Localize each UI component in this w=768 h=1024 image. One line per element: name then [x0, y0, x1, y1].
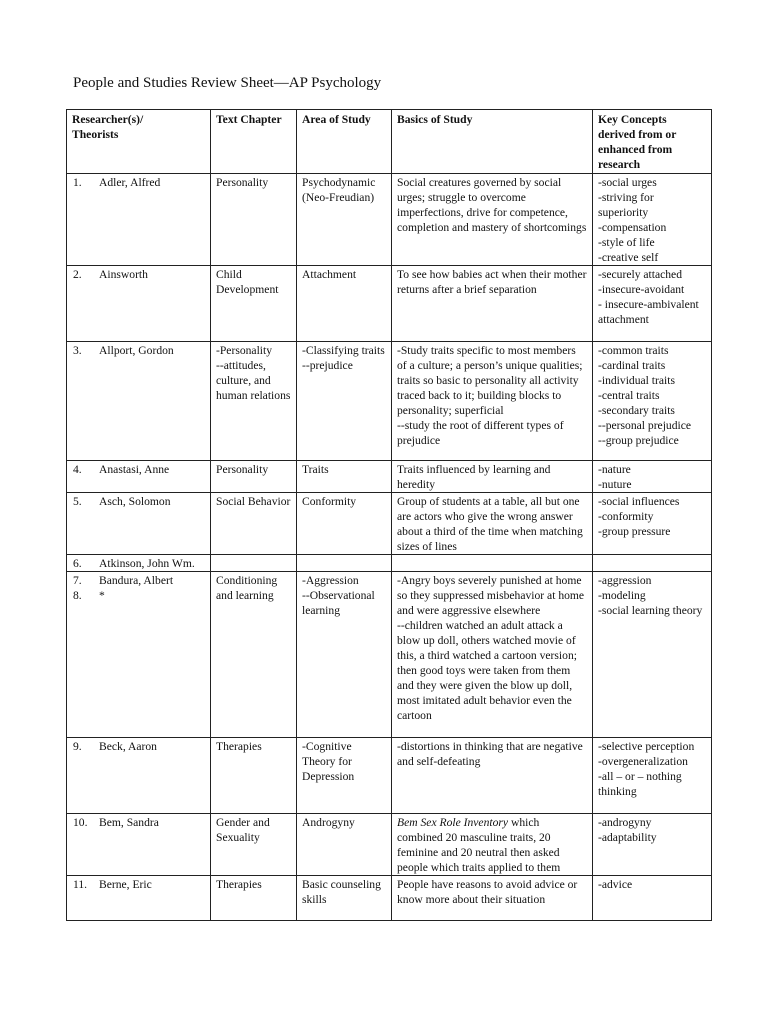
researcher-entry: [73, 343, 205, 358]
cell-text-chapter: -Personality --attitudes, culture, and human relations: [211, 342, 297, 461]
table-header-row: [67, 110, 712, 174]
table-row: [67, 461, 712, 493]
row-number: 9.: [73, 740, 82, 753]
table-row: [67, 555, 712, 572]
table-row: [67, 174, 712, 266]
cell-area-of-study: Androgyny: [297, 814, 392, 876]
table-row: [67, 876, 712, 921]
cell-area-of-study: Basic counseling skills: [297, 876, 392, 921]
cell-key-concepts: -aggression -modeling -social learning theory: [593, 572, 712, 738]
table-row: [67, 266, 712, 342]
cell-text-chapter: Conditioning and learning: [211, 572, 297, 738]
cell-researcher: [67, 342, 211, 461]
row-number: 3.: [73, 344, 82, 357]
cell-researcher: [67, 266, 211, 342]
cell-key-concepts: [593, 555, 712, 572]
row-number: 10.: [73, 816, 88, 829]
cell-area-of-study: -Cognitive Theory for Depression: [297, 738, 392, 814]
researcher-name: Bem, Sandra: [99, 816, 159, 829]
cell-area-of-study: -Aggression --Observational learning: [297, 572, 392, 738]
cell-key-concepts: -selective perception -overgeneralization -all – or – nothing thinking: [593, 738, 712, 814]
researcher-name: Bandura, Albert: [99, 574, 174, 587]
researcher-entry: [73, 573, 205, 588]
cell-area-of-study: Psychodynamic (Neo-Freudian): [297, 174, 392, 266]
cell-key-concepts: -androgyny -adaptability: [593, 814, 712, 876]
row-number: 7.: [73, 574, 82, 587]
table-row: [67, 342, 712, 461]
row-number: 11.: [73, 878, 88, 891]
cell-basics-of-study: Social creatures governed by social urges; struggle to overcome imperfections, drive for competence, completion and mastery of shortcomings: [392, 174, 593, 266]
researcher-name: Beck, Aaron: [99, 740, 157, 753]
cell-researcher: [67, 174, 211, 266]
cell-area-of-study: Traits: [297, 461, 392, 493]
cell-area-of-study: -Classifying traits --prejudice: [297, 342, 392, 461]
researcher-entry: [73, 462, 205, 477]
researcher-entry: [73, 175, 205, 190]
inventory-title: Bem Sex Role Inventory: [397, 816, 509, 829]
cell-text-chapter: Personality: [211, 461, 297, 493]
cell-basics-of-study: -Angry boys severely punished at home so they suppressed misbehavior at home and were aggressive elsewhere --children watched an adult attack a blow up doll, others watched movie of this, a third watched a cartoon version; then good toys were taken from them and they were given the blow up doll, most imitated adult behavior even the cartoon: [392, 572, 593, 738]
cell-text-chapter: Therapies: [211, 738, 297, 814]
cell-basics-of-study: [392, 814, 593, 876]
cell-text-chapter: Personality: [211, 174, 297, 266]
cell-basics-of-study: [392, 555, 593, 572]
researcher-name: Adler, Alfred: [99, 176, 161, 189]
researcher-entry: [73, 556, 205, 571]
row-number: 5.: [73, 495, 82, 508]
cell-key-concepts: -common traits -cardinal traits -individual traits -central traits -secondary traits --personal prejudice --group prejudice: [593, 342, 712, 461]
header-basics-of-study: Basics of Study: [392, 110, 593, 174]
row-number: 1.: [73, 176, 82, 189]
cell-text-chapter: Social Behavior: [211, 493, 297, 555]
cell-basics-of-study: Group of students at a table, all but one are actors who give the wrong answer about a third of the time when matching sizes of lines: [392, 493, 593, 555]
cell-basics-of-study: -distortions in thinking that are negative and self-defeating: [392, 738, 593, 814]
cell-key-concepts: -nature -nuture: [593, 461, 712, 493]
header-text-chapter: Text Chapter: [211, 110, 297, 174]
cell-area-of-study: Conformity: [297, 493, 392, 555]
researcher-name: Asch, Solomon: [99, 495, 171, 508]
researcher-name: *: [99, 589, 105, 602]
row-number: 6.: [73, 557, 82, 570]
cell-area-of-study: Attachment: [297, 266, 392, 342]
cell-researcher: [67, 738, 211, 814]
researcher-name: Atkinson, John Wm.: [99, 557, 195, 570]
cell-text-chapter: Gender and Sexuality: [211, 814, 297, 876]
row-number: 8.: [73, 589, 82, 602]
cell-key-concepts: -social influences -conformity -group pressure: [593, 493, 712, 555]
researcher-entry: [73, 588, 205, 603]
cell-basics-of-study: -Study traits specific to most members of a culture; a person’s unique qualities; traits so basic to personality all activity traced back to it; building blocks to personality; superficial --study the root of different types of prejudice: [392, 342, 593, 461]
table-row: [67, 493, 712, 555]
cell-area-of-study: [297, 555, 392, 572]
row-number: 2.: [73, 268, 82, 281]
cell-basics-of-study: People have reasons to avoid advice or know more about their situation: [392, 876, 593, 921]
review-table: [66, 109, 712, 921]
researcher-name: Berne, Eric: [99, 878, 152, 891]
researcher-entry: [73, 815, 205, 830]
document-title: People and Studies Review Sheet—AP Psychology: [73, 75, 382, 91]
cell-text-chapter: Child Development: [211, 266, 297, 342]
researcher-entry: [73, 267, 205, 282]
header-researchers: Researcher(s)/ Theorists: [67, 110, 211, 174]
cell-researcher: [67, 876, 211, 921]
cell-researcher: [67, 493, 211, 555]
row-number: 4.: [73, 463, 82, 476]
researcher-name: Allport, Gordon: [99, 344, 174, 357]
researcher-name: Ainsworth: [99, 268, 148, 281]
cell-key-concepts: -social urges -striving for superiority -compensation -style of life -creative self: [593, 174, 712, 266]
table-body: [67, 174, 712, 921]
researcher-entry: [73, 739, 205, 754]
researcher-entry: [73, 877, 205, 892]
header-key-concepts: Key Concepts derived from or enhanced from research: [593, 110, 712, 174]
cell-text-chapter: [211, 555, 297, 572]
cell-researcher: [67, 814, 211, 876]
table-row: [67, 814, 712, 876]
table-row: [67, 738, 712, 814]
cell-researcher: [67, 461, 211, 493]
cell-key-concepts: -securely attached -insecure-avoidant - insecure-ambivalent attachment: [593, 266, 712, 342]
header-area-of-study: Area of Study: [297, 110, 392, 174]
researcher-entry: [73, 494, 205, 509]
cell-researcher: [67, 572, 211, 738]
cell-text-chapter: Therapies: [211, 876, 297, 921]
cell-researcher: [67, 555, 211, 572]
cell-basics-of-study: Traits influenced by learning and heredity: [392, 461, 593, 493]
basics-text: which combined 20 masculine traits, 20 feminine and 20 neutral then asked people which traits applied to them: [397, 816, 561, 874]
table-row: [67, 572, 712, 738]
cell-key-concepts: -advice: [593, 876, 712, 921]
cell-basics-of-study: To see how babies act when their mother returns after a brief separation: [392, 266, 593, 342]
researcher-name: Anastasi, Anne: [99, 463, 170, 476]
